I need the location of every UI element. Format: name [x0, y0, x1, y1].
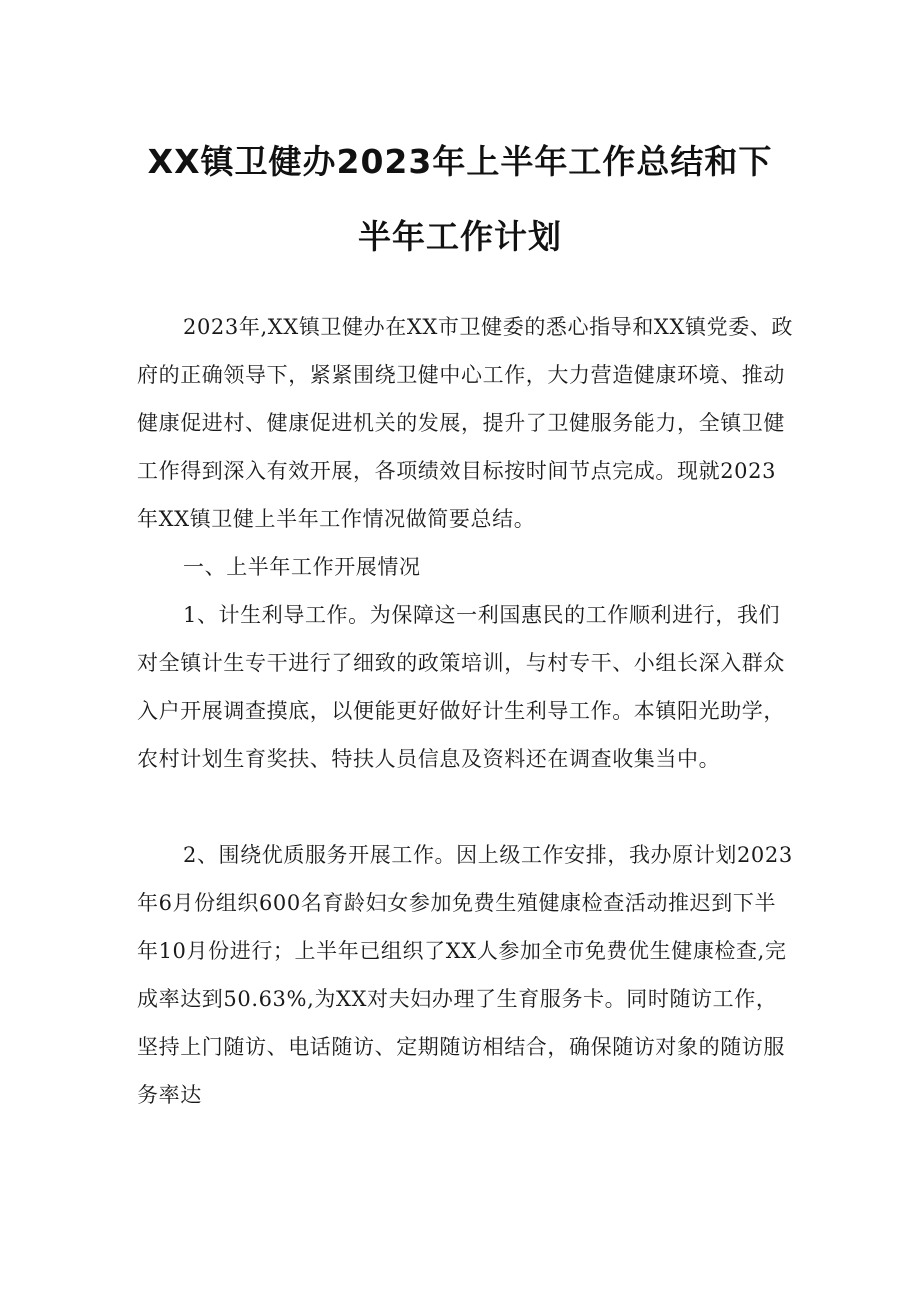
- section-heading: 一、上半年工作开展情况: [183, 555, 421, 579]
- item-1-paragraph: 1、计生利导工作。为保障这一利国惠民的工作顺利进行，我们对全镇计生专干进行了细致的政策培训，与村专干、小组长深入群众入户开展调查摸底，以便能更好做好计生利导工作。本镇阳光助学，农村计划生育奖扶、特扶人员信息及资料还在调查收集当中。: [137, 603, 785, 771]
- intro-paragraph: 2023年,XX镇卫健办在XX市卫健委的悉心指导和XX镇党委、政府的正确领导下，紧紧围绕卫健中心工作，大力营造健康环境、推动健康促进村、健康促进机关的发展，提升了卫健服务能力，全镇卫健工作得到深入有效开展，各项绩效目标按时间节点完成。现就2023年XX镇卫健上半年工作情况做简要总结。: [137, 315, 794, 531]
- item-2-paragraph: 2、围绕优质服务开展工作。因上级工作安排，我办原计划2023年6月份组织600名育龄妇女参加免费生殖健康检查活动推迟到下半年10月份进行；上半年已组织了XX人参加全市免费优生健康检查,完成率达到50.63%,为XX对夫妇办理了生育服务卡。同时随访工作，坚持上门随访、电话随访、定期随访相结合，确保随访对象的随访服务率达: [137, 843, 793, 1107]
- document-title-line-1: XX镇卫健办2023年上半年工作总结和下: [147, 142, 773, 181]
- document-title-line-2: 半年工作计划: [358, 217, 562, 256]
